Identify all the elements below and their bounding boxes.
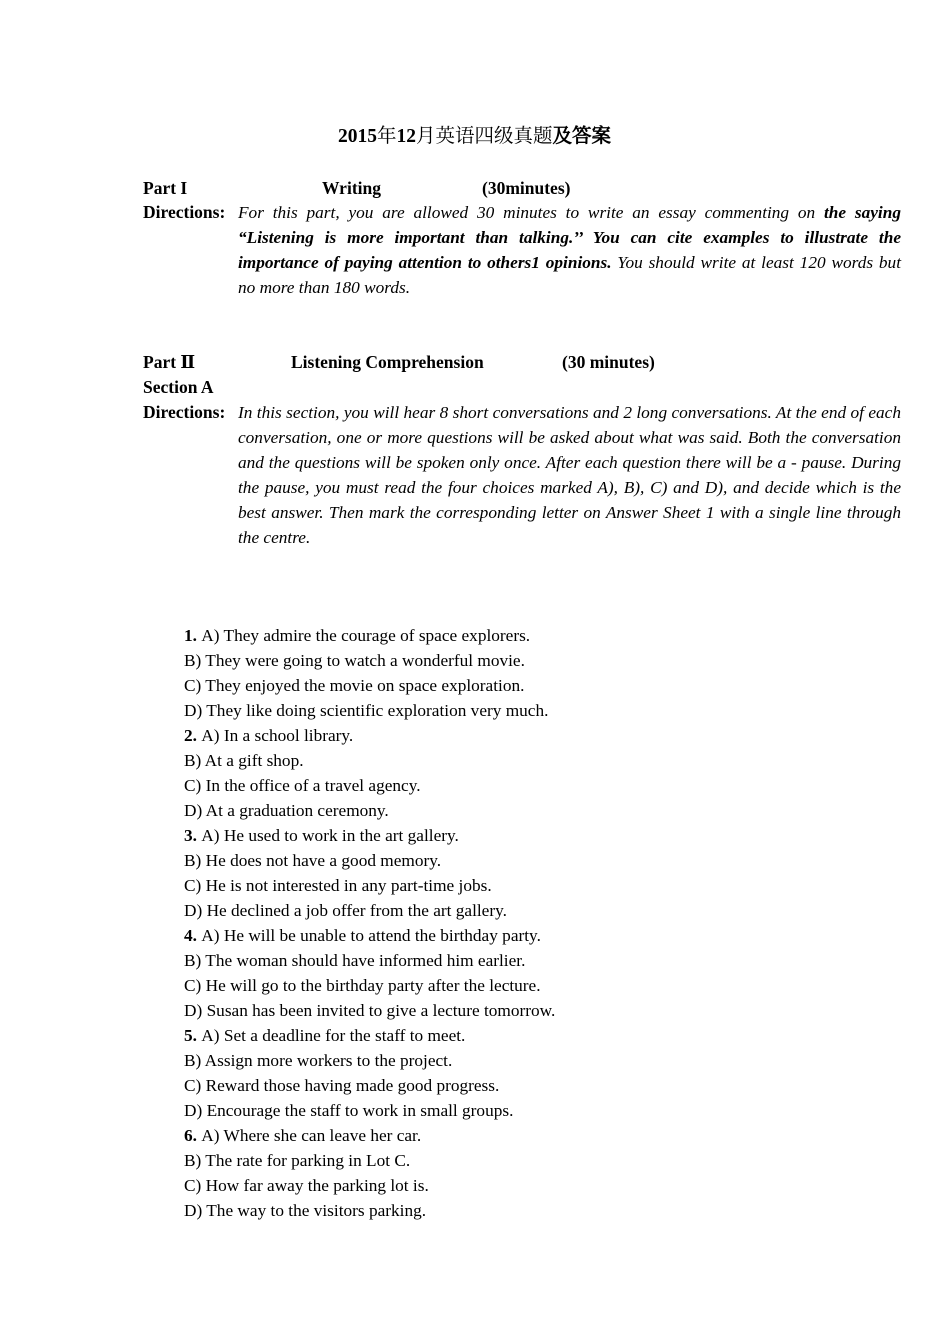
option-letter: C) xyxy=(184,776,206,795)
part-2-directions-text: In this section, you will hear 8 short conversations and 2 long conversations. At the end of each conversation, one or more questions will be asked about what was said. Both the conversation and the questions will be spoken only once. After each question there will be a - pause. During the pause, you must read the four choices marked A), B), C) and D), and decide which is the best answer. Then mark the corresponding letter on Answer Sheet 1 with a single line through the centre. xyxy=(238,403,901,547)
part-1-directions-text xyxy=(238,203,901,297)
option-text: He will go to the birthday party after the lecture. xyxy=(205,976,541,995)
option-letter: C) xyxy=(184,976,206,995)
option-text: He declined a job offer from the art gallery. xyxy=(206,901,507,920)
question-option-line[interactable] xyxy=(184,798,804,823)
question-option-line[interactable] xyxy=(184,1123,804,1148)
question-number: 4. xyxy=(184,926,202,945)
question-option-line[interactable] xyxy=(184,748,804,773)
part-1-directions-segment-1: the saying “Listening is more important than talking.’’ You can cite examples to illustrate the importance of paying attention to others1 opinions. xyxy=(238,203,901,272)
option-letter: B) xyxy=(184,651,206,670)
option-letter: B) xyxy=(184,1151,206,1170)
option-text: Susan has been invited to give a lecture tomorrow. xyxy=(206,1001,556,1020)
question-number: 2. xyxy=(184,726,202,745)
part-1-name: Part I xyxy=(143,178,188,198)
option-letter: C) xyxy=(184,1176,206,1195)
option-text: The woman should have informed him earlier. xyxy=(205,951,526,970)
question-option-line[interactable] xyxy=(184,1073,804,1098)
option-letter: A) xyxy=(201,626,224,645)
option-letter: D) xyxy=(184,701,207,720)
part-1-directions-segment-0: For this part, you are allowed 30 minutes to write an essay commenting on xyxy=(238,203,824,222)
option-text: Encourage the staff to work in small groups. xyxy=(206,1101,514,1120)
option-letter: C) xyxy=(184,676,206,695)
option-letter: C) xyxy=(184,876,206,895)
question-option-line[interactable] xyxy=(184,948,804,973)
option-letter: D) xyxy=(184,901,207,920)
option-letter: A) xyxy=(201,826,224,845)
question-option-line[interactable] xyxy=(184,623,804,648)
option-letter: B) xyxy=(184,751,205,770)
question-option-line[interactable] xyxy=(184,773,804,798)
option-letter: B) xyxy=(184,951,206,970)
question-option-line[interactable] xyxy=(184,698,804,723)
question-option-line[interactable] xyxy=(184,1173,804,1198)
option-letter: D) xyxy=(184,1201,207,1220)
part-2-directions-label: Directions: xyxy=(143,402,226,422)
option-text: They like doing scientific exploration very much. xyxy=(206,701,549,720)
question-number: 1. xyxy=(184,626,202,645)
question-list xyxy=(184,623,804,1223)
option-text: Assign more workers to the project. xyxy=(204,1051,453,1070)
option-text: Where she can leave her car. xyxy=(223,1126,422,1145)
option-text: He used to work in the art gallery. xyxy=(223,826,459,845)
option-letter: A) xyxy=(201,1026,224,1045)
part-1-time-allowance: (30minutes) xyxy=(482,178,571,198)
option-text: They admire the courage of space explorers. xyxy=(223,626,531,645)
question-option-line[interactable] xyxy=(184,673,804,698)
question-option-line[interactable] xyxy=(184,973,804,998)
question-option-line[interactable] xyxy=(184,998,804,1023)
part-2-time-allowance: (30 minutes) xyxy=(562,352,655,372)
option-text: How far away the parking lot is. xyxy=(205,1176,429,1195)
question-option-line[interactable] xyxy=(184,898,804,923)
page-title-segment-0: 2015 xyxy=(337,126,377,147)
question-option-line[interactable] xyxy=(184,1098,804,1123)
option-text: He does not have a good memory. xyxy=(205,851,442,870)
option-text: They enjoyed the movie on space exploration. xyxy=(205,676,525,695)
option-text: They were going to watch a wonderful movie. xyxy=(205,651,525,670)
question-option-line[interactable] xyxy=(184,873,804,898)
option-letter: A) xyxy=(201,926,224,945)
option-text: Set a deadline for the staff to meet. xyxy=(223,1026,466,1045)
part-2-title: Listening Comprehension xyxy=(291,352,484,372)
option-text: He is not interested in any part-time jobs. xyxy=(205,876,492,895)
question-option-line[interactable] xyxy=(184,1148,804,1173)
option-letter: B) xyxy=(184,851,206,870)
question-option-line[interactable] xyxy=(184,1198,804,1223)
part-1-directions xyxy=(143,200,901,300)
option-text: The rate for parking in Lot C. xyxy=(205,1151,411,1170)
part-1-directions-label: Directions: xyxy=(143,202,226,222)
part-1-directions-segment-2: You should write at least 120 words but no more than 180 words. xyxy=(238,253,901,297)
part-1-title: Writing xyxy=(322,178,381,198)
option-text: He will be unable to attend the birthday party. xyxy=(223,926,541,945)
option-letter: A) xyxy=(201,726,224,745)
option-letter: C) xyxy=(184,1076,206,1095)
option-letter: D) xyxy=(184,1101,207,1120)
question-number: 6. xyxy=(184,1126,202,1145)
option-letter: A) xyxy=(201,1126,224,1145)
question-option-line[interactable] xyxy=(184,1048,804,1073)
option-text: At a gift shop. xyxy=(204,751,304,770)
option-letter: B) xyxy=(184,1051,205,1070)
part-1-header xyxy=(143,176,843,200)
question-option-line[interactable] xyxy=(184,823,804,848)
question-option-line[interactable] xyxy=(184,848,804,873)
option-letter: D) xyxy=(184,801,206,820)
question-option-line[interactable] xyxy=(184,723,804,748)
section-a-label: Section A xyxy=(143,377,214,397)
page-title-segment-1: 年 xyxy=(376,126,397,147)
question-option-line[interactable] xyxy=(184,1023,804,1048)
page-title-segment-4: 及答案 xyxy=(552,126,612,147)
option-text: In a school library. xyxy=(223,726,354,745)
option-text: Reward those having made good progress. xyxy=(205,1076,500,1095)
part-2-name: Part Ⅱ xyxy=(143,352,196,372)
option-text: At a graduation ceremony. xyxy=(205,801,389,820)
question-option-line[interactable] xyxy=(184,923,804,948)
question-number: 5. xyxy=(184,1026,202,1045)
option-text: In the office of a travel agency. xyxy=(205,776,421,795)
question-number: 3. xyxy=(184,826,202,845)
page-title-segment-3: 月英语四级真题 xyxy=(415,126,553,147)
part-2-header xyxy=(143,350,843,374)
question-option-line[interactable] xyxy=(184,648,804,673)
option-text: The way to the visitors parking. xyxy=(206,1201,427,1220)
page-title xyxy=(143,124,806,150)
option-letter: D) xyxy=(184,1001,207,1020)
part-2-directions xyxy=(143,400,901,550)
page-title-segment-2: 12 xyxy=(396,126,416,147)
